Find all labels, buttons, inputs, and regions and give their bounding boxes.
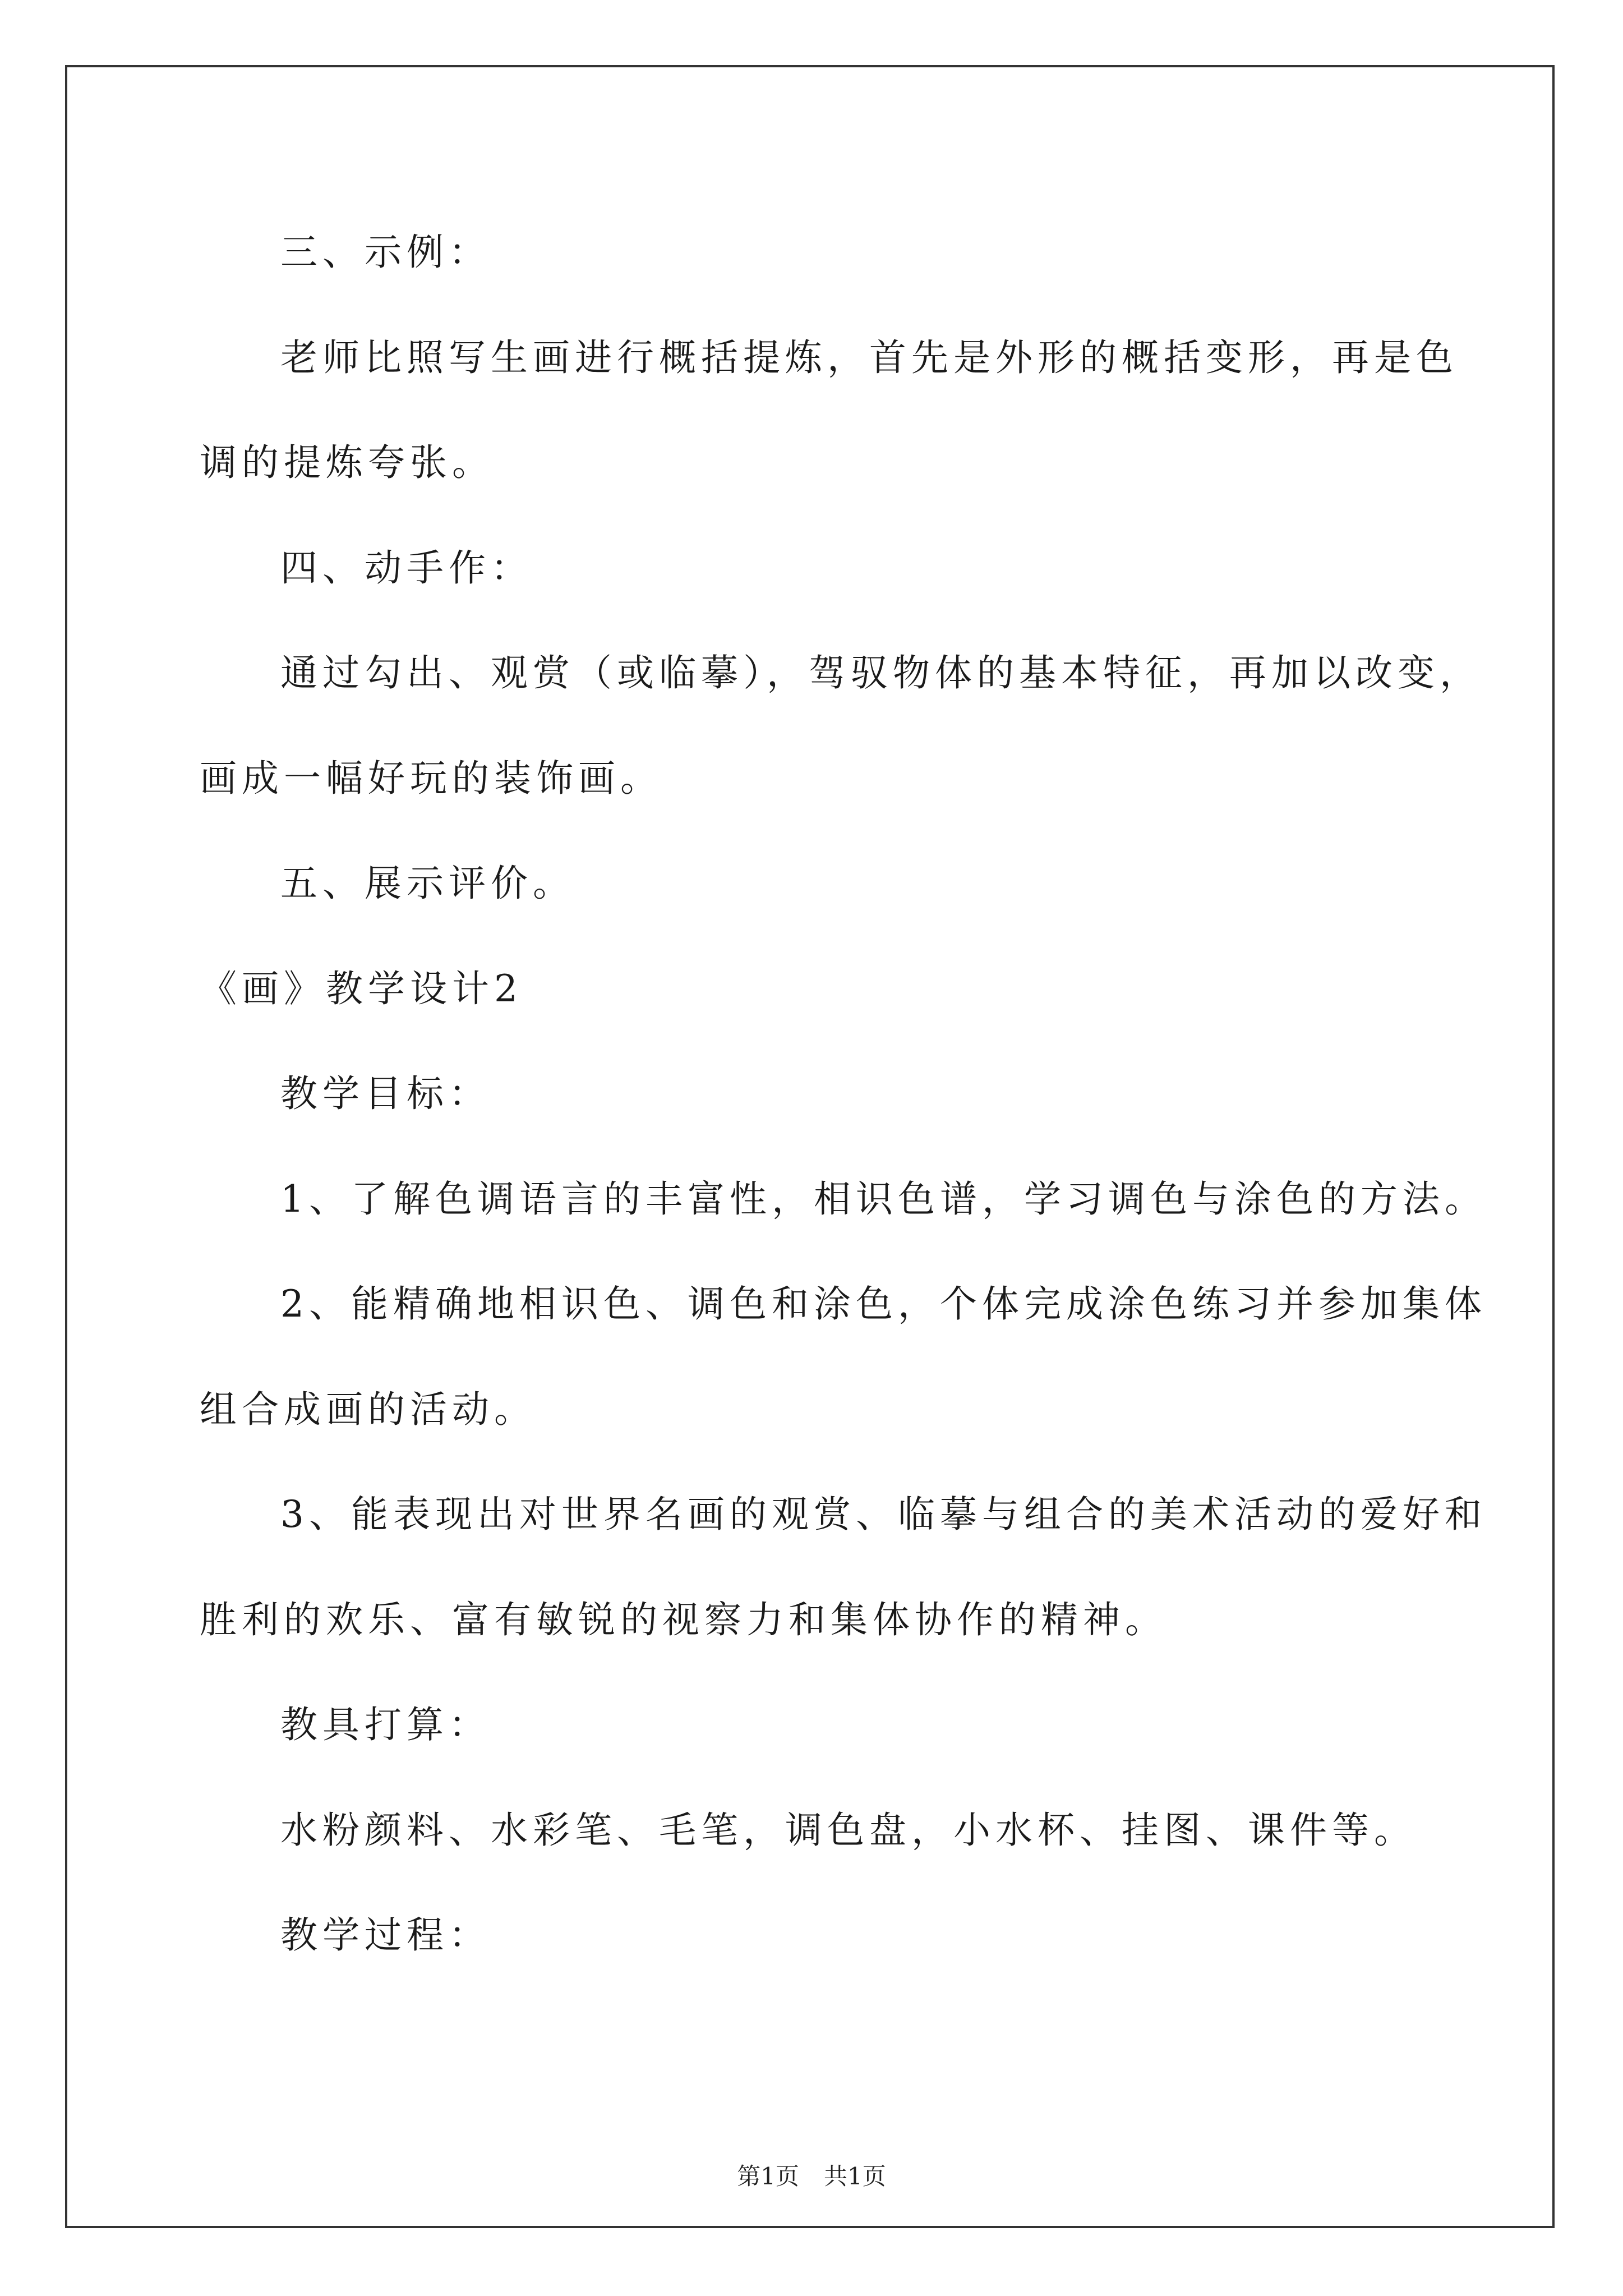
body-paragraph-line: 画成一幅好玩的装饰画。 xyxy=(200,757,662,800)
list-item: 2、能精确地相识色、调色和涂色，个体完成涂色练习并参加集体 xyxy=(280,1282,1487,1326)
section-heading-five: 五、展示评价。 xyxy=(280,862,575,905)
list-item-continuation: 胜利的欢乐、富有敏锐的视察力和集体协作的精神。 xyxy=(200,1598,1167,1641)
body-paragraph-line: 水粉颜料、水彩笔、毛笔，调色盘，小水杯、挂图、课件等。 xyxy=(280,1809,1416,1852)
body-paragraph-line: 调的提炼夸张。 xyxy=(200,441,494,484)
page-number: 第1页 xyxy=(737,2162,799,2190)
section-heading-four: 四、动手作： xyxy=(280,546,533,590)
page-border xyxy=(65,65,1555,2228)
list-item-continuation: 组合成画的活动。 xyxy=(200,1388,536,1431)
section-heading-process: 教学过程： xyxy=(280,1913,491,1957)
page-total: 共1页 xyxy=(824,2162,886,2190)
list-item: 3、能表现出对世界名画的观赏、临摹与组合的美术活动的爱好和 xyxy=(280,1493,1487,1536)
document-subtitle: 《画》教学设计2 xyxy=(200,967,523,1010)
section-heading-goals: 教学目标： xyxy=(280,1072,491,1115)
section-heading-materials: 教具打算： xyxy=(280,1703,491,1746)
page-footer xyxy=(0,2160,1623,2193)
body-paragraph-line: 老师比照写生画进行概括提炼，首先是外形的概括变形，再是色 xyxy=(280,336,1458,379)
section-heading-three: 三、示例： xyxy=(280,231,491,274)
body-paragraph-line: 通过勾出、观赏（或临摹），驾驭物体的基本特征，再加以改变， xyxy=(280,651,1482,694)
list-item: 1、了解色调语言的丰富性，相识色谱，学习调色与涂色的方法。 xyxy=(280,1177,1487,1221)
